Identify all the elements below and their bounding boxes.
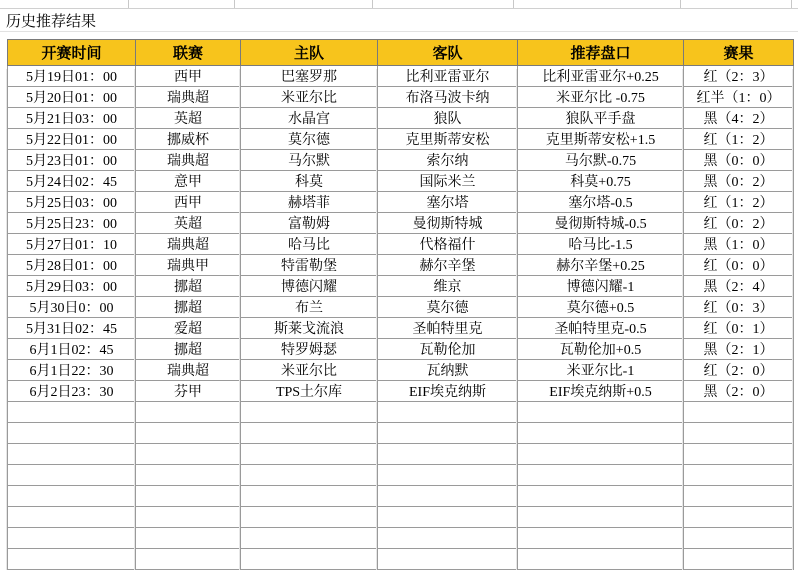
cell-league[interactable]: 爱超 <box>136 318 241 339</box>
cell-empty[interactable] <box>136 549 241 570</box>
cell-away-team[interactable]: 比利亚雷亚尔 <box>378 66 518 87</box>
cell-empty[interactable] <box>8 507 136 528</box>
cell-empty[interactable] <box>684 444 794 465</box>
cell-result[interactable]: 黑（2：1） <box>684 339 794 360</box>
cell-result[interactable]: 红（2：3） <box>684 66 794 87</box>
cell-pick[interactable]: 比利亚雷亚尔+0.25 <box>518 66 684 87</box>
cell-home-team[interactable]: 斯莱戈流浪 <box>241 318 378 339</box>
cell-result[interactable]: 黑（4：2） <box>684 108 794 129</box>
cell-away-team[interactable]: 国际米兰 <box>378 171 518 192</box>
cell-result[interactable]: 黑（0：0） <box>684 150 794 171</box>
cell-empty[interactable] <box>241 528 378 549</box>
table-header-row <box>8 40 794 66</box>
table-row-empty <box>8 465 794 486</box>
cell-empty[interactable] <box>684 423 794 444</box>
cell-empty[interactable] <box>136 444 241 465</box>
cell-league[interactable]: 挪威杯 <box>136 129 241 150</box>
cell-league[interactable]: 芬甲 <box>136 381 241 402</box>
cell-empty[interactable] <box>136 528 241 549</box>
cell-empty[interactable] <box>378 465 518 486</box>
column-header-e[interactable] <box>514 0 681 8</box>
cell-away-team[interactable]: 圣帕特里克 <box>378 318 518 339</box>
cell-away-team[interactable]: 克里斯蒂安松 <box>378 129 518 150</box>
cell-time[interactable]: 5月23日01：00 <box>8 150 136 171</box>
cell-empty[interactable] <box>518 528 684 549</box>
cell-time[interactable]: 5月20日01：00 <box>8 87 136 108</box>
cell-away-team[interactable]: 瓦纳默 <box>378 360 518 381</box>
cell-empty[interactable] <box>136 486 241 507</box>
cell-home-team[interactable]: 布兰 <box>241 297 378 318</box>
cell-empty[interactable] <box>378 507 518 528</box>
table-row <box>8 318 794 339</box>
cell-empty[interactable] <box>8 549 136 570</box>
column-header-result[interactable]: 赛果 <box>684 40 794 66</box>
page-title-text: 历史推荐结果 <box>6 12 97 30</box>
cell-pick[interactable]: 狼队平手盘 <box>518 108 684 129</box>
cell-home-team[interactable]: 科莫 <box>241 171 378 192</box>
column-header-time[interactable]: 开赛时间 <box>8 40 136 66</box>
cell-empty[interactable] <box>136 423 241 444</box>
cell-league[interactable]: 瑞典甲 <box>136 255 241 276</box>
cell-pick[interactable]: 米亚尔比-1 <box>518 360 684 381</box>
cell-home-team[interactable]: 水晶宫 <box>241 108 378 129</box>
cell-empty[interactable] <box>241 486 378 507</box>
table-row <box>8 234 794 255</box>
cell-empty[interactable] <box>684 549 794 570</box>
cell-home-team[interactable]: TPS土尔库 <box>241 381 378 402</box>
cell-away-team[interactable]: 布洛马波卡纳 <box>378 87 518 108</box>
table-row-empty <box>8 528 794 549</box>
cell-time[interactable]: 5月31日02：45 <box>8 318 136 339</box>
cell-league[interactable]: 意甲 <box>136 171 241 192</box>
cell-pick[interactable]: 科莫+0.75 <box>518 171 684 192</box>
cell-away-team[interactable]: EIF埃克纳斯 <box>378 381 518 402</box>
cell-league[interactable]: 英超 <box>136 108 241 129</box>
cell-empty[interactable] <box>518 549 684 570</box>
cell-home-team[interactable]: 特罗姆瑟 <box>241 339 378 360</box>
table-row <box>8 255 794 276</box>
cell-league[interactable]: 挪超 <box>136 276 241 297</box>
table-row-empty <box>8 486 794 507</box>
column-header-f[interactable] <box>681 0 792 8</box>
column-header-away[interactable]: 客队 <box>378 40 518 66</box>
cell-league[interactable]: 瑞典超 <box>136 360 241 381</box>
column-header-home[interactable]: 主队 <box>241 40 378 66</box>
cell-empty[interactable] <box>241 423 378 444</box>
cell-pick[interactable]: 圣帕特里克-0.5 <box>518 318 684 339</box>
column-header-d[interactable] <box>373 0 514 8</box>
cell-empty[interactable] <box>241 465 378 486</box>
cell-empty[interactable] <box>136 465 241 486</box>
cell-league[interactable]: 英超 <box>136 213 241 234</box>
cell-home-team[interactable]: 莫尔德 <box>241 129 378 150</box>
table-row <box>8 339 794 360</box>
cell-home-team[interactable]: 富勒姆 <box>241 213 378 234</box>
table-row-empty <box>8 549 794 570</box>
spreadsheet-column-headers <box>0 0 798 9</box>
cell-result[interactable]: 红（2：0） <box>684 360 794 381</box>
cell-pick[interactable]: 米亚尔比 -0.75 <box>518 87 684 108</box>
cell-pick[interactable]: 莫尔德+0.5 <box>518 297 684 318</box>
cell-time[interactable]: 5月25日23：00 <box>8 213 136 234</box>
cell-result[interactable]: 红（0：3） <box>684 297 794 318</box>
cell-result[interactable]: 黑（2：0） <box>684 381 794 402</box>
cell-time[interactable]: 6月2日23：30 <box>8 381 136 402</box>
table-row <box>8 87 794 108</box>
cell-empty[interactable] <box>684 486 794 507</box>
cell-time[interactable]: 5月21日03：00 <box>8 108 136 129</box>
column-header-a[interactable] <box>0 0 129 8</box>
cell-away-team[interactable]: 赫尔辛堡 <box>378 255 518 276</box>
cell-time[interactable]: 5月22日01：00 <box>8 129 136 150</box>
cell-result[interactable]: 红（1：2） <box>684 129 794 150</box>
cell-time[interactable]: 5月24日02：45 <box>8 171 136 192</box>
table-row <box>8 192 794 213</box>
cell-empty[interactable] <box>518 402 684 423</box>
cell-league[interactable]: 瑞典超 <box>136 150 241 171</box>
cell-result[interactable]: 黑（1：0） <box>684 234 794 255</box>
table-row <box>8 213 794 234</box>
cell-empty[interactable] <box>136 507 241 528</box>
cell-empty[interactable] <box>518 444 684 465</box>
table-row <box>8 381 794 402</box>
cell-time[interactable]: 5月29日03：00 <box>8 276 136 297</box>
cell-pick[interactable]: 曼彻斯特城-0.5 <box>518 213 684 234</box>
cell-empty[interactable] <box>8 465 136 486</box>
cell-league[interactable]: 挪超 <box>136 339 241 360</box>
cell-empty[interactable] <box>241 507 378 528</box>
cell-result[interactable]: 红（1：2） <box>684 192 794 213</box>
cell-away-team[interactable]: 莫尔德 <box>378 297 518 318</box>
cell-home-team[interactable]: 巴塞罗那 <box>241 66 378 87</box>
cell-pick[interactable]: 马尔默-0.75 <box>518 150 684 171</box>
cell-home-team[interactable]: 哈马比 <box>241 234 378 255</box>
cell-home-team[interactable]: 赫塔菲 <box>241 192 378 213</box>
cell-away-team[interactable]: 狼队 <box>378 108 518 129</box>
table-row <box>8 129 794 150</box>
table-body <box>8 66 794 570</box>
cell-home-team[interactable]: 米亚尔比 <box>241 360 378 381</box>
cell-empty[interactable] <box>378 549 518 570</box>
cell-empty[interactable] <box>8 444 136 465</box>
cell-time[interactable]: 6月1日02：45 <box>8 339 136 360</box>
cell-result[interactable]: 红（0：0） <box>684 255 794 276</box>
cell-empty[interactable] <box>8 423 136 444</box>
cell-home-team[interactable]: 特雷勒堡 <box>241 255 378 276</box>
cell-empty[interactable] <box>518 486 684 507</box>
cell-pick[interactable]: EIF埃克纳斯+0.5 <box>518 381 684 402</box>
cell-empty[interactable] <box>684 507 794 528</box>
cell-away-team[interactable]: 瓦勒伦加 <box>378 339 518 360</box>
page-title <box>0 9 798 32</box>
cell-result[interactable]: 黑（0：2） <box>684 171 794 192</box>
recommendation-history-table <box>7 39 794 570</box>
cell-pick[interactable]: 赫尔辛堡+0.25 <box>518 255 684 276</box>
cell-time[interactable]: 5月25日03：00 <box>8 192 136 213</box>
cell-away-team[interactable]: 维京 <box>378 276 518 297</box>
cell-empty[interactable] <box>8 486 136 507</box>
cell-empty[interactable] <box>241 402 378 423</box>
cell-empty[interactable] <box>378 423 518 444</box>
cell-away-team[interactable]: 索尔纳 <box>378 150 518 171</box>
cell-time[interactable]: 5月30日0：00 <box>8 297 136 318</box>
cell-result[interactable]: 红（0：2） <box>684 213 794 234</box>
cell-pick[interactable]: 博德闪耀-1 <box>518 276 684 297</box>
cell-empty[interactable] <box>518 507 684 528</box>
cell-league[interactable]: 西甲 <box>136 192 241 213</box>
cell-league[interactable]: 瑞典超 <box>136 234 241 255</box>
column-header-pick[interactable]: 推荐盘口 <box>518 40 684 66</box>
cell-away-team[interactable]: 曼彻斯特城 <box>378 213 518 234</box>
cell-time[interactable]: 5月27日01：10 <box>8 234 136 255</box>
cell-empty[interactable] <box>8 402 136 423</box>
cell-result[interactable]: 红半（1：0） <box>684 87 794 108</box>
cell-empty[interactable] <box>241 549 378 570</box>
table-row <box>8 360 794 381</box>
cell-pick[interactable]: 克里斯蒂安松+1.5 <box>518 129 684 150</box>
cell-result[interactable]: 黑（2：4） <box>684 276 794 297</box>
cell-empty[interactable] <box>518 423 684 444</box>
cell-league[interactable]: 挪超 <box>136 297 241 318</box>
cell-empty[interactable] <box>684 465 794 486</box>
cell-time[interactable]: 6月1日22：30 <box>8 360 136 381</box>
cell-empty[interactable] <box>378 486 518 507</box>
cell-empty[interactable] <box>241 444 378 465</box>
cell-empty[interactable] <box>378 528 518 549</box>
cell-empty[interactable] <box>684 402 794 423</box>
cell-home-team[interactable]: 米亚尔比 <box>241 87 378 108</box>
table-row-empty <box>8 423 794 444</box>
cell-empty[interactable] <box>684 528 794 549</box>
table-row <box>8 297 794 318</box>
table-row <box>8 108 794 129</box>
column-header-b[interactable] <box>129 0 235 8</box>
column-header-c[interactable] <box>235 0 373 8</box>
table-row <box>8 66 794 87</box>
cell-time[interactable]: 5月19日01：00 <box>8 66 136 87</box>
cell-empty[interactable] <box>378 444 518 465</box>
cell-league[interactable]: 瑞典超 <box>136 87 241 108</box>
table-row <box>8 171 794 192</box>
cell-away-team[interactable]: 代格福什 <box>378 234 518 255</box>
cell-away-team[interactable]: 塞尔塔 <box>378 192 518 213</box>
cell-empty[interactable] <box>136 402 241 423</box>
table-row-empty <box>8 444 794 465</box>
column-header-league[interactable]: 联赛 <box>136 40 241 66</box>
cell-result[interactable]: 红（0：1） <box>684 318 794 339</box>
table-row-empty <box>8 507 794 528</box>
cell-time[interactable]: 5月28日01：00 <box>8 255 136 276</box>
cell-home-team[interactable]: 博德闪耀 <box>241 276 378 297</box>
table-row <box>8 276 794 297</box>
cell-empty[interactable] <box>378 402 518 423</box>
cell-pick[interactable]: 哈马比-1.5 <box>518 234 684 255</box>
cell-pick[interactable]: 塞尔塔-0.5 <box>518 192 684 213</box>
cell-empty[interactable] <box>8 528 136 549</box>
sheet-area <box>0 39 798 570</box>
table-row-empty <box>8 402 794 423</box>
cell-pick[interactable]: 瓦勒伦加+0.5 <box>518 339 684 360</box>
cell-empty[interactable] <box>518 465 684 486</box>
cell-league[interactable]: 西甲 <box>136 66 241 87</box>
table-row <box>8 150 794 171</box>
cell-home-team[interactable]: 马尔默 <box>241 150 378 171</box>
